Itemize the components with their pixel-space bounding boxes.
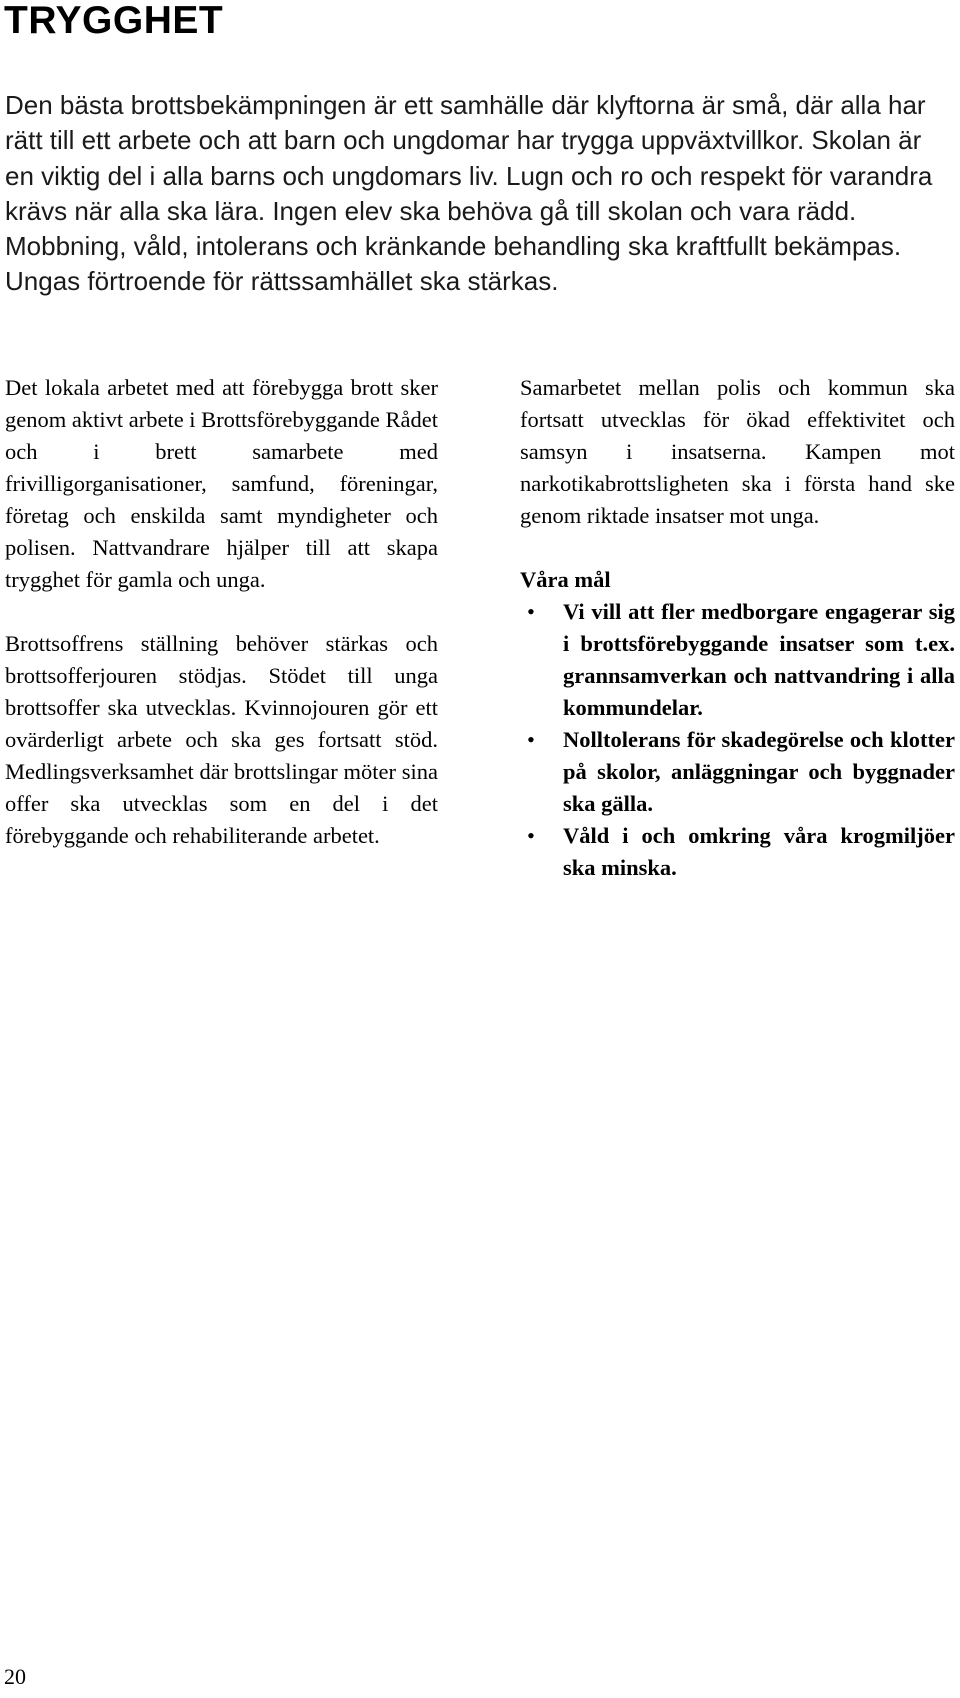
goal-text: Vi vill att fler medborgare engagerar sig i brottsförebyggande insatser som t.ex. grannsamverkan och nattvandring i alla kommundelar. — [563, 599, 955, 720]
bullet-icon: • — [527, 823, 535, 848]
police-cooperation-paragraph: Samarbetet mellan polis och kommun ska fortsatt utvecklas för ökad effektivitet och samsyn i insatserna. Kampen mot narkotikabrottsligheten ska i första hand ske genom riktade insatser mot unga. — [520, 375, 955, 528]
goals-heading: Våra mål — [520, 567, 611, 592]
crime-prevention-paragraph: Det lokala arbetet med att förebygga brott sker genom aktivt arbete i Brottsförebyggande Rådet och i brett samarbete med frivilligorganisationer, samfund, föreningar, företag och enskilda samt myndigheter och polisen. Nattvandrare hjälper till att skapa trygghet för gamla och unga. — [5, 375, 438, 592]
bullet-icon: • — [527, 599, 535, 624]
crime-victims-paragraph: Brottsoffrens ställning behöver stärkas och brottsofferjouren stödjas. Stödet till unga brottsoffer ska utvecklas. Kvinnojouren gör ett ovärderligt arbete och ska ges fortsatt stöd. Medlingsverksamhet där brottslingar möter sina offer ska utvecklas som en del i det förebyggande och rehabiliterande arbetet. — [5, 631, 438, 848]
goal-text: Våld i och omkring våra krogmiljöer ska minska. — [563, 823, 955, 880]
goal-item — [520, 820, 955, 884]
page-title: TRYGGHET — [4, 0, 224, 42]
goals-list — [520, 596, 955, 884]
left-column — [5, 372, 438, 852]
intro-paragraph: Den bästa brottsbekämpningen är ett samhälle där klyftorna är små, där alla har rätt till ett arbete och att barn och ungdomar har trygga uppväxtvillkor. Skolan är en viktig del i alla barns och ungdomars liv. Lugn och ro och respekt för varandra krävs när alla ska lära. Ingen elev ska behöva gå till skolan och vara rädd. Mobbning, våld, intolerans och kränkande behandling ska kraftfullt bekämpas. Ungas förtroende för rättssamhället ska stärkas. — [5, 90, 933, 297]
goal-text: Nolltolerans för skadegörelse och klotter på skolor, anläggningar och byggnader ska gälla. — [563, 727, 955, 816]
bullet-icon: • — [527, 727, 535, 752]
page-number: 20 — [4, 1664, 26, 1689]
goal-item — [520, 724, 955, 820]
goal-item — [520, 596, 955, 724]
right-column — [520, 372, 955, 884]
